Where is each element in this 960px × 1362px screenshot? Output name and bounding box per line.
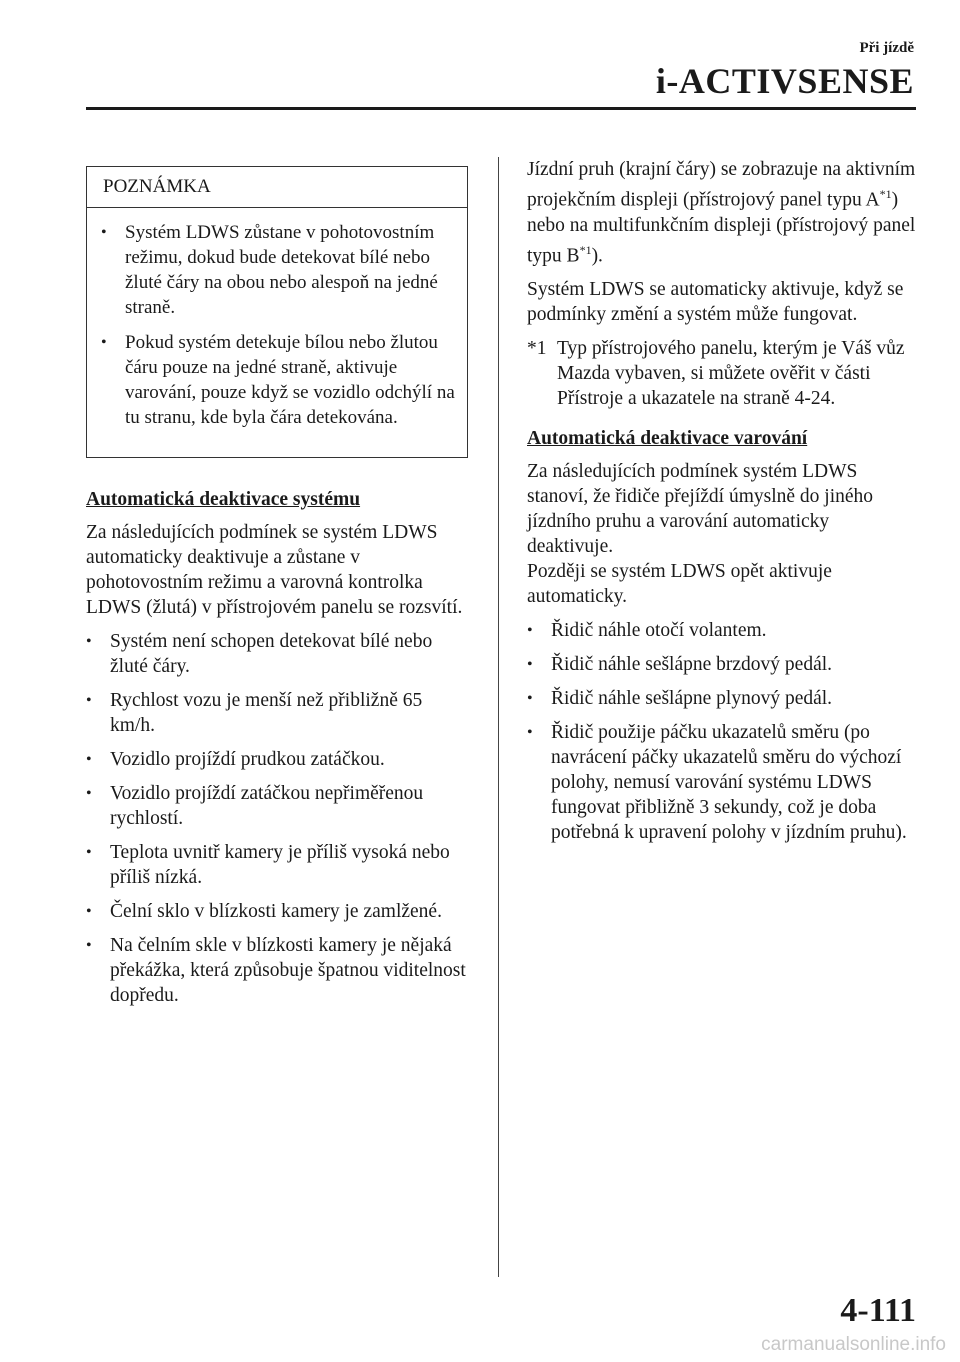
- paragraph: Za následujících podmínek systém LDWS stanoví, že řidiče přejíždí úmyslně do jiného jízdního pruhu a varování automaticky deaktivuje.: [527, 461, 874, 557]
- text-run: Jízdní pruh (krajní čáry) se zobrazuje na aktivním projekčním displeji (přístrojový panel typu A: [527, 159, 916, 211]
- right-column: [527, 157, 919, 854]
- list-item: [86, 899, 470, 924]
- bullet-list: [86, 629, 470, 1008]
- list-item: [86, 781, 470, 831]
- bullet-icon: •: [86, 751, 92, 768]
- section-heading-warning-deactivation: Automatická deaktivace varování: [527, 428, 808, 449]
- list-item-text: Řidič náhle sešlápne plynový pedál.: [551, 688, 833, 709]
- note-item: [101, 220, 457, 320]
- watermark: carmanualsonline.info: [761, 1334, 946, 1355]
- list-item-text: Čelní sklo v blízkosti kamery je zamlžené.: [110, 901, 442, 922]
- note-box: [86, 166, 468, 458]
- section-heading-system-deactivation: Automatická deaktivace systému: [86, 489, 361, 510]
- list-item: [86, 688, 470, 738]
- note-item-text: Systém LDWS zůstane v pohotovostním režimu, dokud bude detekovat bílé nebo žluté čáry na obou nebo alespoň na jedné straně.: [125, 222, 438, 318]
- list-item: [527, 686, 919, 711]
- header-section-title: Při jízdě: [859, 40, 914, 56]
- left-column: [86, 486, 470, 1017]
- text-run: ).: [591, 245, 603, 266]
- note-title: POZNÁMKA: [87, 167, 467, 208]
- list-item: [527, 720, 919, 845]
- bullet-icon: •: [527, 656, 533, 673]
- bullet-icon: •: [527, 622, 533, 639]
- list-item: [527, 618, 919, 643]
- bullet-icon: •: [86, 903, 92, 920]
- list-item-text: Řidič náhle otočí volantem.: [551, 620, 767, 641]
- page-number: 4-111: [840, 1292, 916, 1329]
- list-item-text: Systém není schopen detekovat bílé nebo žluté čáry.: [110, 631, 433, 677]
- paragraph: Později se systém LDWS opět aktivuje automaticky.: [527, 561, 832, 607]
- list-item-text: Řidič náhle sešlápne brzdový pedál.: [551, 654, 833, 675]
- text-run: ) nebo na multifunkčním displeji (přístrojový panel typu B: [527, 189, 916, 266]
- bullet-list: [527, 618, 919, 845]
- bullet-icon: •: [86, 937, 92, 954]
- list-item: [86, 747, 470, 772]
- bullet-icon: •: [527, 690, 533, 707]
- header-rule: [86, 107, 916, 110]
- bullet-icon: •: [86, 692, 92, 709]
- bullet-icon: •: [86, 785, 92, 802]
- bullet-icon: •: [101, 334, 107, 351]
- footnote-mark: *1: [527, 338, 547, 359]
- list-item-text: Rychlost vozu je menší než přibližně 65 km/h.: [110, 690, 423, 736]
- list-item-text: Vozidlo projíždí prudkou zatáčkou.: [110, 749, 385, 770]
- list-item: [86, 840, 470, 890]
- list-item-text: Na čelním skle v blízkosti kamery je nějaká překážka, která způsobuje špatnou viditelnost dopředu.: [110, 935, 466, 1006]
- footnote-text: Typ přístrojového panelu, kterým je Váš vůz Mazda vybaven, si můžete ověřit v části Přístroje a ukazatele na straně 4-24.: [557, 338, 905, 409]
- note-item: [101, 330, 457, 430]
- list-item-text: Vozidlo projíždí zatáčkou nepřiměřenou rychlostí.: [110, 783, 424, 829]
- bullet-icon: •: [101, 224, 107, 241]
- paragraph: Za následujících podmínek se systém LDWS automaticky deaktivuje a zůstane v pohotovostním režimu a varovná kontrolka LDWS (žlutá) v přístrojovém panelu se rozsvítí.: [86, 522, 463, 618]
- header-chapter-title: i-ACTIVSENSE: [655, 61, 914, 101]
- list-item: [86, 933, 470, 1008]
- paragraph-lane-display: [527, 157, 919, 268]
- list-item: [86, 629, 470, 679]
- note-item-text: Pokud systém detekuje bílou nebo žlutou čáru pouze na jedné straně, aktivuje varování, pouze když se vozidlo odchýlí na tu stranu, kde byla čára detekována.: [125, 332, 455, 428]
- list-item-text: Teplota uvnitř kamery je příliš vysoká nebo příliš nízká.: [110, 842, 450, 888]
- bullet-icon: •: [86, 633, 92, 650]
- footnote-ref: *1: [879, 187, 892, 201]
- list-item-text: Řidič použije páčku ukazatelů směru (po navrácení páčky ukazatelů směru do výchozí polohy, nemusí varování systému LDWS fungovat přibližně 3 sekundy, což je doba potřebná k upravení polohy v jízdním pruhu).: [551, 722, 907, 843]
- column-divider: [498, 157, 499, 1277]
- note-list: [87, 208, 467, 430]
- list-item: [527, 652, 919, 677]
- bullet-icon: •: [86, 844, 92, 861]
- bullet-icon: •: [527, 724, 533, 741]
- footnote-ref: *1: [579, 242, 592, 257]
- footnote: [527, 336, 919, 411]
- paragraph: Systém LDWS se automaticky aktivuje, když se podmínky změní a systém může fungovat.: [527, 279, 904, 325]
